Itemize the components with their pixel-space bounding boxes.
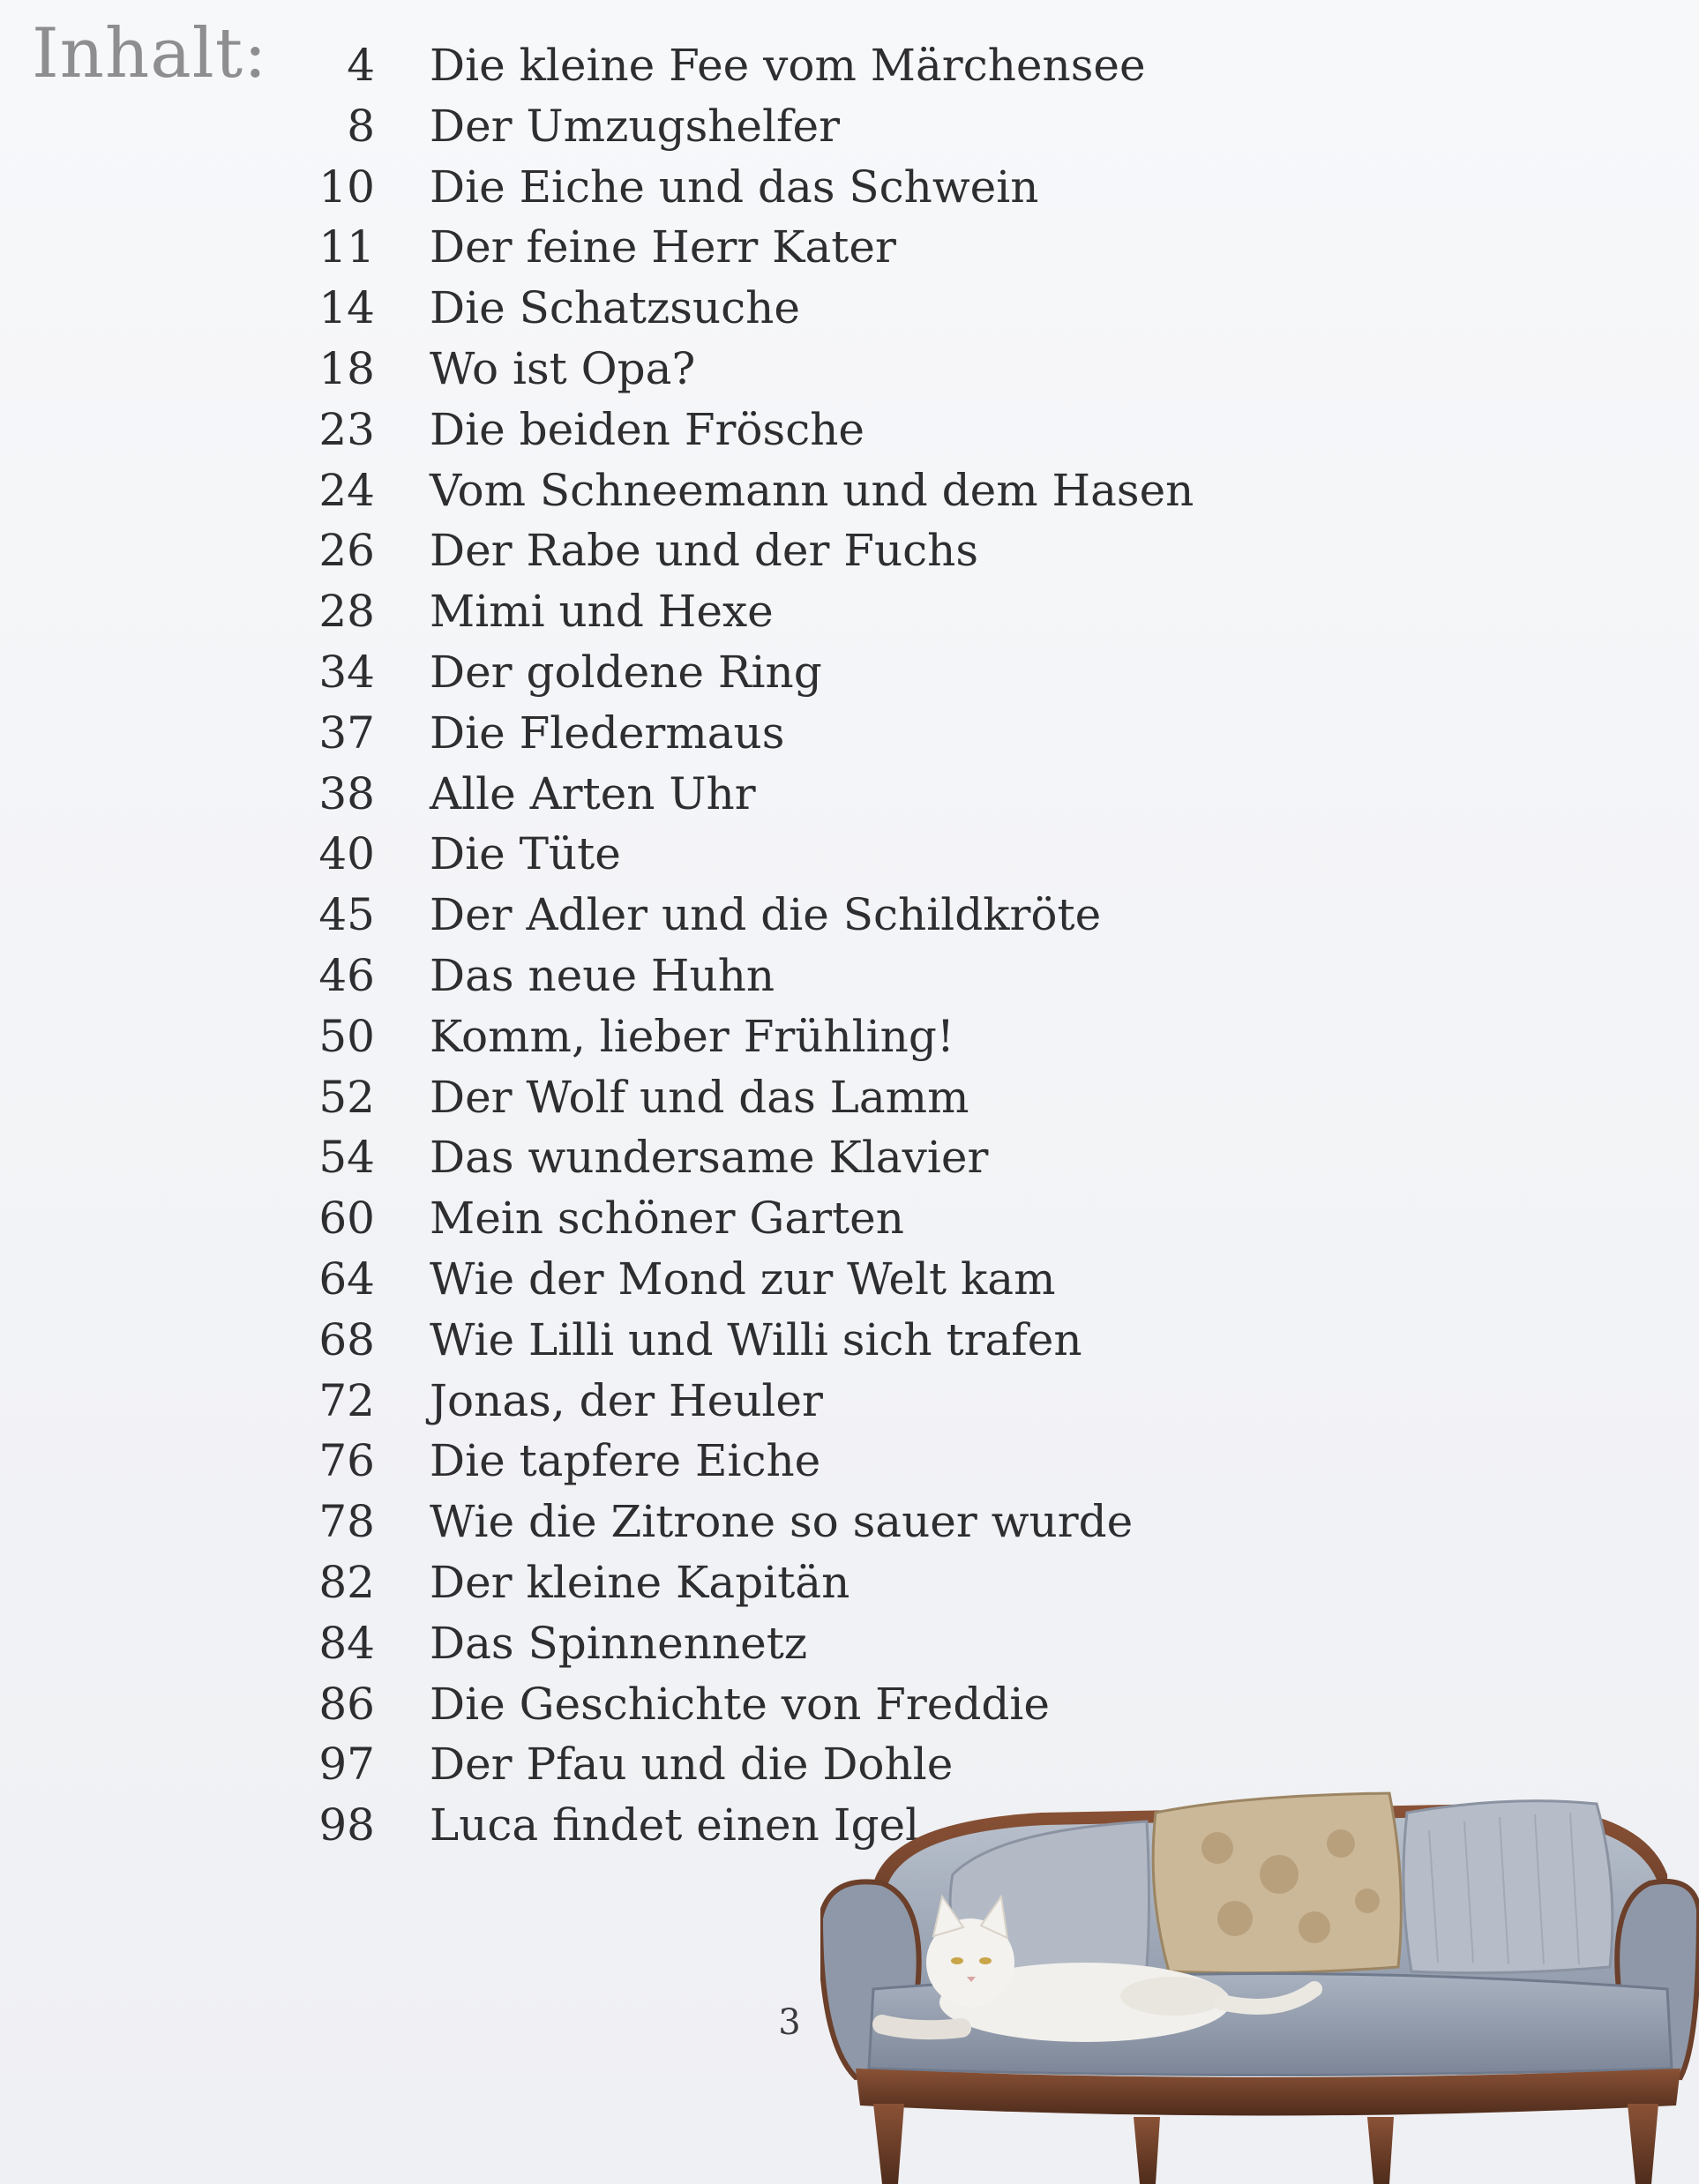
toc-entry-page: 76 — [318, 1435, 375, 1487]
toc-entry — [265, 1371, 1235, 1431]
toc-entry-title: Jonas, der Heuler — [430, 1374, 823, 1426]
toc-entry-title: Der Pfau und die Dohle — [430, 1739, 954, 1791]
toc-entry-title: Wie die Zitrone so sauer wurde — [430, 1496, 1134, 1548]
toc-entry-page: 84 — [318, 1617, 375, 1669]
toc-entry — [265, 460, 1235, 520]
toc-entry-page: 45 — [318, 889, 375, 941]
toc-entry-page: 34 — [318, 647, 375, 698]
toc-entry-title: Vom Schneemann und dem Hasen — [430, 464, 1194, 516]
toc-entry-title: Das Spinnennetz — [430, 1617, 808, 1669]
toc-entry-title: Der Adler und die Schildkröte — [430, 889, 1102, 941]
toc-entry — [265, 35, 1235, 95]
toc-entry — [265, 581, 1235, 641]
toc-entry-page: 68 — [318, 1313, 375, 1365]
toc-entry-title: Der Wolf und das Lamm — [430, 1071, 969, 1123]
toc-entry — [265, 278, 1235, 338]
toc-entry-page: 82 — [318, 1557, 375, 1608]
toc-entry-page: 40 — [318, 828, 375, 880]
toc-entry-page: 98 — [318, 1799, 375, 1851]
toc-entry-page: 14 — [318, 282, 375, 334]
toc-entry-title: Das neue Huhn — [430, 950, 775, 1001]
toc-entry-title: Der kleine Kapitän — [430, 1557, 850, 1608]
toc-entry-title: Die kleine Fee vom Märchensee — [430, 40, 1146, 91]
toc-entry-page: 60 — [318, 1193, 375, 1245]
toc-entry-title: Mimi und Hexe — [430, 586, 774, 638]
toc-entry-title: Der feine Herr Kater — [430, 221, 896, 273]
toc-entry-title: Die Fledermaus — [430, 707, 785, 759]
toc-entry — [265, 642, 1235, 702]
sofa-with-cat-illustration — [820, 1777, 1699, 2184]
toc-entry-page: 8 — [347, 100, 375, 152]
toc-entry — [265, 96, 1235, 156]
toc-entry-page: 54 — [318, 1132, 375, 1184]
toc-entry-title: Der goldene Ring — [430, 647, 822, 698]
toc-entry-page: 26 — [318, 525, 375, 577]
toc-entry — [265, 1310, 1235, 1370]
toc-entry-page: 18 — [318, 343, 375, 394]
toc-entry-title: Der Rabe und der Fuchs — [430, 525, 979, 577]
toc-entry-page: 10 — [318, 161, 375, 213]
sofa-legs — [873, 2104, 1658, 2184]
toc-entry-title: Alle Arten Uhr — [430, 767, 756, 819]
toc-entry — [265, 1613, 1235, 1673]
toc-entry-page: 64 — [318, 1253, 375, 1305]
toc-entry — [265, 824, 1235, 884]
toc-entry-title: Das wundersame Klavier — [430, 1132, 989, 1184]
toc-entry — [265, 1188, 1235, 1248]
toc-entry — [265, 339, 1235, 399]
toc-heading: Inhalt: — [32, 14, 268, 93]
toc-entry — [265, 1127, 1235, 1187]
toc-entry-page: 4 — [347, 40, 375, 91]
toc-entry-page: 97 — [318, 1739, 375, 1791]
toc-entry-title: Die Tüte — [430, 828, 621, 880]
toc-entry — [265, 1067, 1235, 1127]
toc-entry-title: Die Eiche und das Schwein — [430, 161, 1039, 213]
toc-entry-page: 28 — [318, 586, 375, 638]
toc-entry-title: Wie der Mond zur Welt kam — [430, 1253, 1056, 1305]
toc-entry — [265, 1249, 1235, 1309]
toc-entry — [265, 1552, 1235, 1612]
toc-entry — [265, 764, 1235, 824]
toc-entry — [265, 157, 1235, 217]
toc-entry — [265, 1431, 1235, 1491]
toc-entry-page: 38 — [318, 767, 375, 819]
toc-entry — [265, 400, 1235, 460]
toc-entry-title: Die tapfere Eiche — [430, 1435, 821, 1487]
toc-entry-page: 86 — [318, 1678, 375, 1730]
page-number: 3 — [778, 2002, 801, 2043]
toc-entry — [265, 703, 1235, 763]
toc-entry — [265, 520, 1235, 580]
toc-entry — [265, 217, 1235, 277]
toc-entry-page: 24 — [318, 464, 375, 516]
toc-entry — [265, 1492, 1235, 1552]
toc-entry-title: Komm, lieber Frühling! — [430, 1010, 954, 1062]
toc-entry-page: 52 — [318, 1071, 375, 1123]
toc-entry — [265, 1006, 1235, 1066]
toc-entry-page: 23 — [318, 403, 375, 455]
toc-entry-title: Die Geschichte von Freddie — [430, 1678, 1050, 1730]
toc-entry-title: Wo ist Opa? — [430, 343, 696, 394]
toc-entry-page: 37 — [318, 707, 375, 759]
toc-entry-title: Die beiden Frösche — [430, 403, 864, 455]
toc-entry-page: 50 — [318, 1010, 375, 1062]
toc-entry-title: Luca findet einen Igel — [430, 1799, 920, 1851]
toc-entry — [265, 946, 1235, 1006]
toc-entry — [265, 1674, 1235, 1734]
toc-entry-title: Mein schöner Garten — [430, 1193, 904, 1245]
toc-entry-page: 72 — [318, 1374, 375, 1426]
toc-entry-title: Der Umzugshelfer — [430, 100, 841, 152]
toc-entry-page: 11 — [318, 221, 375, 273]
toc-entry-page: 78 — [318, 1496, 375, 1548]
toc-entry-page: 46 — [318, 950, 375, 1001]
toc-entry — [265, 885, 1235, 945]
toc-entry-title: Wie Lilli und Willi sich trafen — [430, 1313, 1082, 1365]
toc-entry-title: Die Schatzsuche — [430, 282, 800, 334]
